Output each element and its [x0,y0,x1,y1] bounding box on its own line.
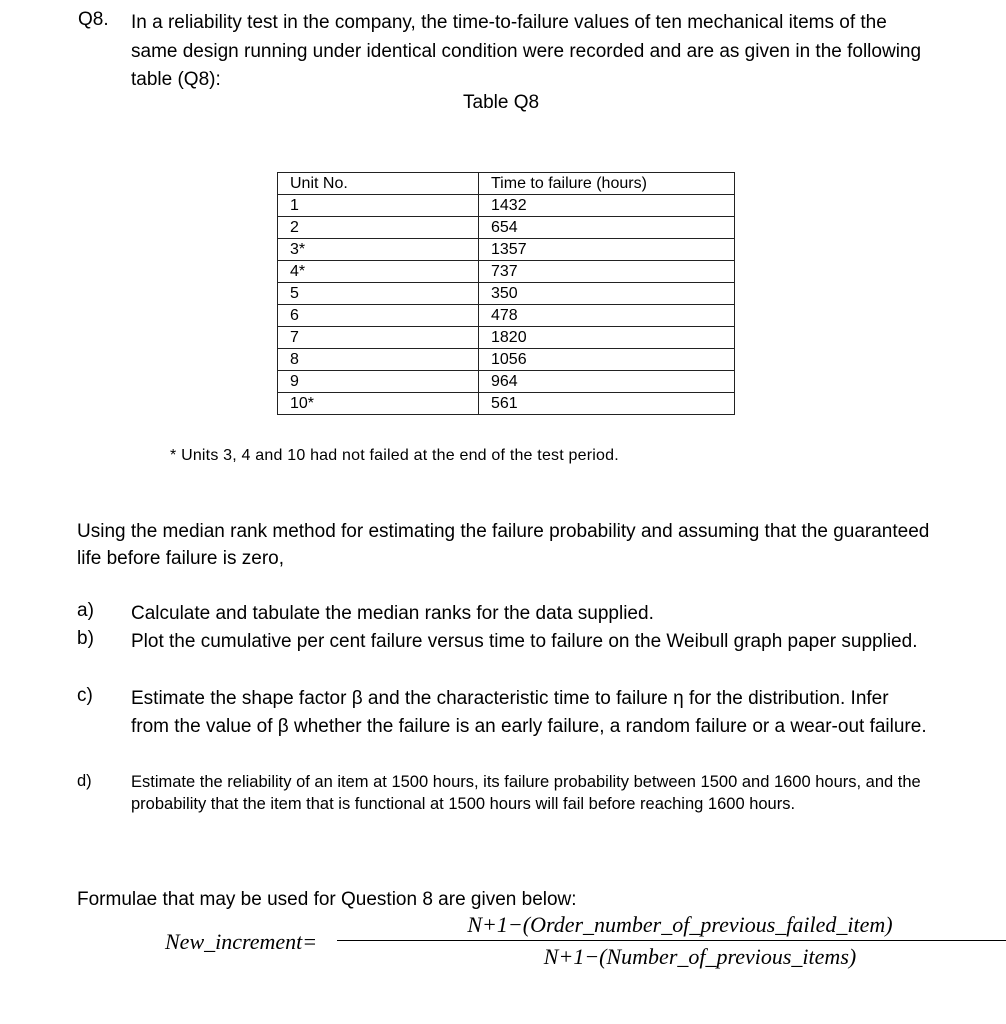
formula-lhs: New_increment= [165,929,318,954]
part-text: Estimate the reliability of an item at 1500 hours, its failure probability between 1500 and 1600 hours, and the probability that the item that is functional at 1500 hours will fail before reaching 1600 hours. [131,773,921,813]
unit-cell: 6 [278,305,479,327]
table-row [278,327,735,349]
time-cell: 1056 [479,349,735,371]
table-row [278,283,735,305]
unit-cell: 7 [278,327,479,349]
unit-cell: 5 [278,283,479,305]
header-unit-no: Unit No. [278,173,479,195]
question-text: In a reliability test in the company, the time-to-failure values of ten mechanical items of the same design running under identical condition were recorded and are as given in the following table (Q8): [131,12,922,90]
table-row [278,195,735,217]
time-cell: 478 [479,305,735,327]
question-number: Q8. [78,9,109,30]
table-row [278,371,735,393]
unit-cell: 4* [278,261,479,283]
time-cell: 350 [479,283,735,305]
part-label: d) [77,772,92,790]
table-row [278,261,735,283]
part-text: Plot the cumulative per cent failure versus time to failure on the Weibull graph paper supplied. [131,631,918,652]
unit-cell: 1 [278,195,479,217]
formula-numerator: N+1−(Order_number_of_previous_failed_item) [467,912,893,937]
unit-cell: 3* [278,239,479,261]
time-cell: 1820 [479,327,735,349]
time-cell: 561 [479,393,735,415]
formula-fraction [337,912,1006,970]
part-label: b) [77,628,94,649]
time-cell: 654 [479,217,735,239]
time-cell: 1357 [479,239,735,261]
fraction-bar [337,940,1006,941]
time-cell: 1432 [479,195,735,217]
part-text: Estimate the shape factor β and the characteristic time to failure η for the distribution. Infer from the value of β whether the failure is an early failure, a random failure or a wear-out failure. [131,688,927,737]
table-header-row [278,173,735,195]
header-time-to-failure: Time to failure (hours) [479,173,735,195]
unit-cell: 9 [278,371,479,393]
formulae-intro: Formulae that may be used for Question 8 are given below: [77,889,577,910]
failure-data-table [277,172,735,415]
table-footnote: * Units 3, 4 and 10 had not failed at the end of the test period. [170,447,619,464]
instructions-intro: Using the median rank method for estimating the failure probability and assuming that the guaranteed life before failure is zero, [77,521,930,569]
table-row [278,239,735,261]
table-row [278,393,735,415]
table-row [278,349,735,371]
part-text: Calculate and tabulate the median ranks for the data supplied. [131,603,654,624]
formula-denominator: N+1−(Number_of_previous_items) [543,944,857,969]
unit-cell: 2 [278,217,479,239]
unit-cell: 10* [278,393,479,415]
table-row [278,305,735,327]
part-label: a) [77,600,94,621]
time-cell: 964 [479,371,735,393]
part-label: c) [77,685,93,706]
table-caption: Table Q8 [463,92,540,113]
unit-cell: 8 [278,349,479,371]
time-cell: 737 [479,261,735,283]
table-row [278,217,735,239]
